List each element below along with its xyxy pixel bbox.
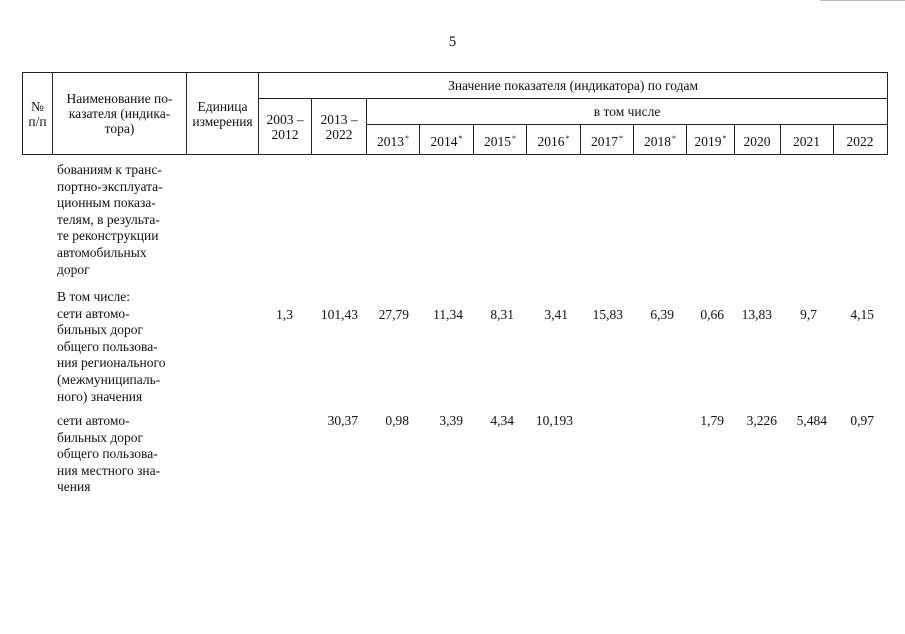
col-year: 2017*: [581, 125, 634, 155]
indicator-table-header: [22, 72, 888, 155]
page-number: 5: [448, 34, 457, 50]
value-cell: 15,83: [592, 307, 623, 322]
col-year: 2019*: [687, 125, 735, 155]
value-cell: 1,79: [700, 413, 724, 428]
col-year: 2020: [735, 125, 781, 155]
row-label-regional: В том числе: сети автомо- бильных дорог общего пользова- ния регионального (межмуниципаль- ного) значения: [57, 289, 166, 404]
value-cell: 9,7: [800, 307, 817, 322]
col-number-header: № п/п: [23, 73, 53, 155]
col-unit-header: Единица измерения: [187, 73, 259, 155]
col-year: 2016*: [527, 125, 581, 155]
col-year: 2014*: [420, 125, 474, 155]
value-cell: 6,39: [650, 307, 674, 322]
row-label-local: сети автомо- бильных дорог общего пользова- ния местного зна- чения: [57, 413, 161, 495]
value-cell: 1,3: [276, 307, 293, 322]
value-cell: 0,97: [850, 413, 874, 428]
value-cell: 3,226: [746, 413, 777, 428]
value-cell: 4,15: [850, 307, 874, 322]
value-cell: 8,31: [490, 307, 514, 322]
value-cell: 10,193: [535, 413, 573, 428]
col-year: 2013*: [367, 125, 420, 155]
col-period-2003-2012: 2003 – 2012: [259, 99, 312, 155]
col-year: 2015*: [474, 125, 527, 155]
value-cell: 0,98: [385, 413, 409, 428]
value-cell: 30,37: [327, 413, 358, 428]
value-cell: 5,484: [796, 413, 827, 428]
value-cell: 3,39: [439, 413, 463, 428]
value-cell: 3,41: [544, 307, 568, 322]
values-group-header: Значение показателя (индикатора) по годам: [259, 73, 888, 99]
col-period-2013-2022: 2013 – 2022: [312, 99, 367, 155]
col-year: 2018*: [634, 125, 687, 155]
continuation-text: бованиям к транс- портно-эксплуата- ционным показа- телям, в результа- те реконструкции автомобильных дорог: [57, 162, 163, 277]
value-cell: 13,83: [741, 307, 772, 322]
col-name-header: Наименование по- казателя (индика- тора): [53, 73, 187, 155]
value-cell: 11,34: [433, 307, 463, 322]
scan-artifact-line: [820, 0, 905, 1]
value-cell: 0,66: [700, 307, 724, 322]
value-cell: 101,43: [320, 307, 358, 322]
col-year: 2021: [781, 125, 834, 155]
value-cell: 27,79: [378, 307, 409, 322]
including-header: в том числе: [367, 99, 888, 125]
value-cell: 4,34: [490, 413, 514, 428]
col-year: 2022: [834, 125, 888, 155]
